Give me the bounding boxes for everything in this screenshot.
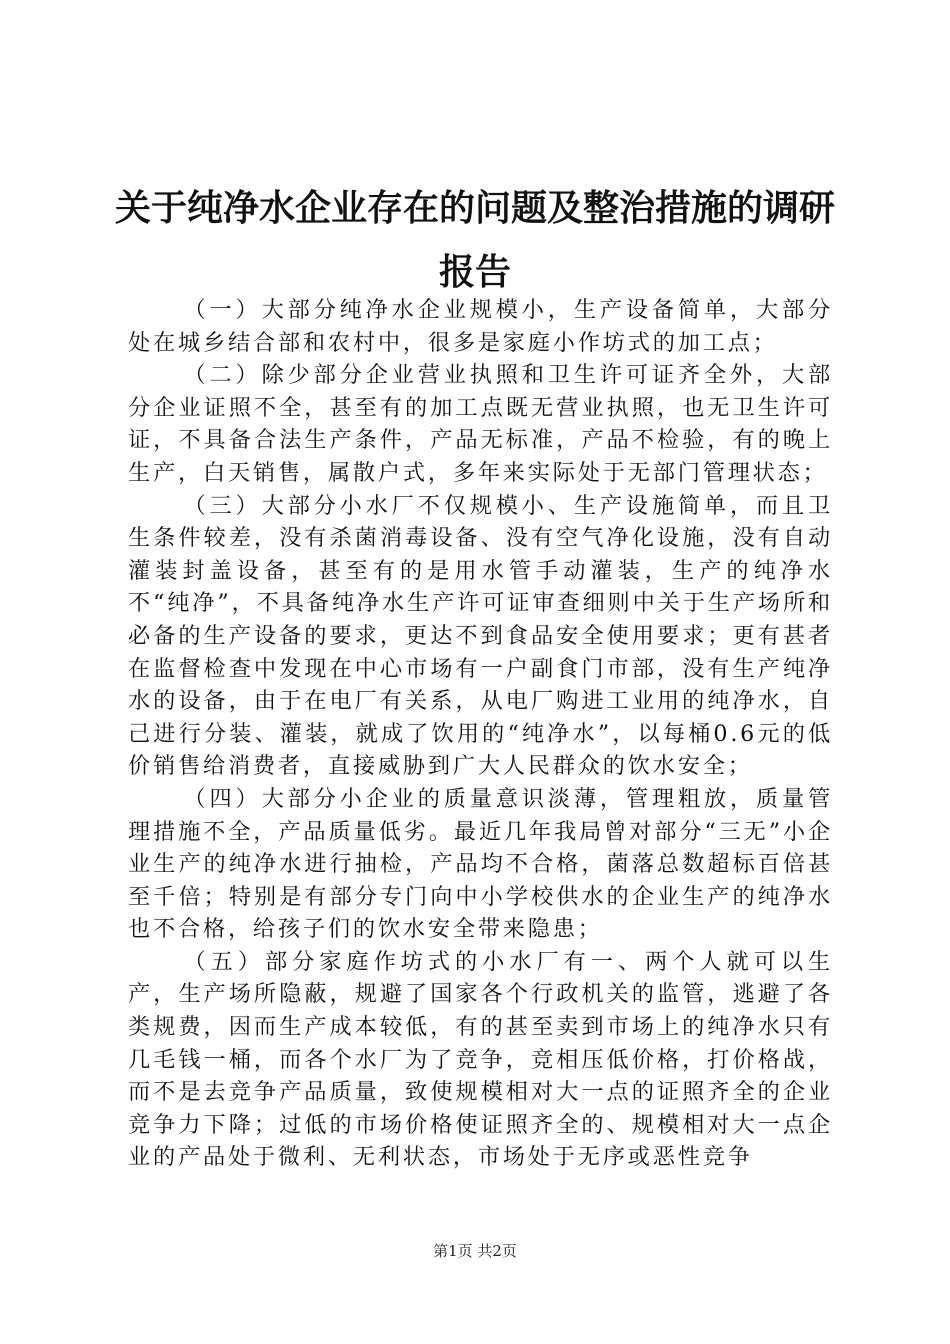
paragraph-4: （四）大部分小企业的质量意识淡薄，管理粗放，质量管理措施不全，产品质量低劣。最近几年我局曾对部分“三无”小企业生产的纯净水进行抽检，产品均不合格，菌落总数超标百倍甚至千倍；特别是有部分专门向中小学校供水的企业生产的纯净水也不合格，给孩子们的饮水安全带来隐患；	[128, 785, 833, 943]
document-body	[128, 294, 833, 1174]
document-title: 关于纯净水企业存在的问题及整治措施的调研报告	[114, 187, 835, 293]
paragraph-3: （三）大部分小水厂不仅规模小、生产设施简单，而且卫生条件较差，没有杀菌消毒设备、没有空气净化设施，没有自动灌装封盖设备，甚至有的是用水管手动灌装，生产的纯净水不“纯净”，不具备纯净水生产许可证审查细则中关于生产场所和必备的生产设备的要求，更达不到食品安全使用要求；更有甚者在监督检查中发现在中心市场有一户副食门市部，没有生产纯净水的设备，由于在电厂有关系，从电厂购进工业用的纯净水，自己进行分装、灌装，就成了饮用的“纯净水”，以每桶0.6元的低价销售给消费者，直接威胁到广大人民群众的饮水安全；	[128, 492, 833, 780]
page-number-footer: 第1页 共2页	[433, 1242, 517, 1260]
paragraph-2: （二）除少部分企业营业执照和卫生许可证齐全外，大部分企业证照不全，甚至有的加工点既无营业执照，也无卫生许可证，不具备合法生产条件，产品无标准，产品不检验，有的晚上生产，白天销售，属散户式，多年来实际处于无部门管理状态；	[128, 362, 833, 486]
paragraph-1: （一）大部分纯净水企业规模小，生产设备简单，大部分处在城乡结合部和农村中，很多是家庭小作坊式的加工点；	[128, 297, 833, 356]
paragraph-5: （五）部分家庭作坊式的小水厂有一、两个人就可以生产，生产场所隐蔽，规避了国家各个行政机关的监管，逃避了各类规费，因而生产成本较低，有的甚至卖到市场上的纯净水只有几毛钱一桶，而各个水厂为了竞争，竞相压低价格，打价格战，而不是去竞争产品质量，致使规模相对大一点的证照齐全的企业竞争力下降；过低的市场价格使证照齐全的、规模相对大一点企业的产品处于微利、无利状态，市场处于无序或恶性竞争	[128, 948, 833, 1171]
